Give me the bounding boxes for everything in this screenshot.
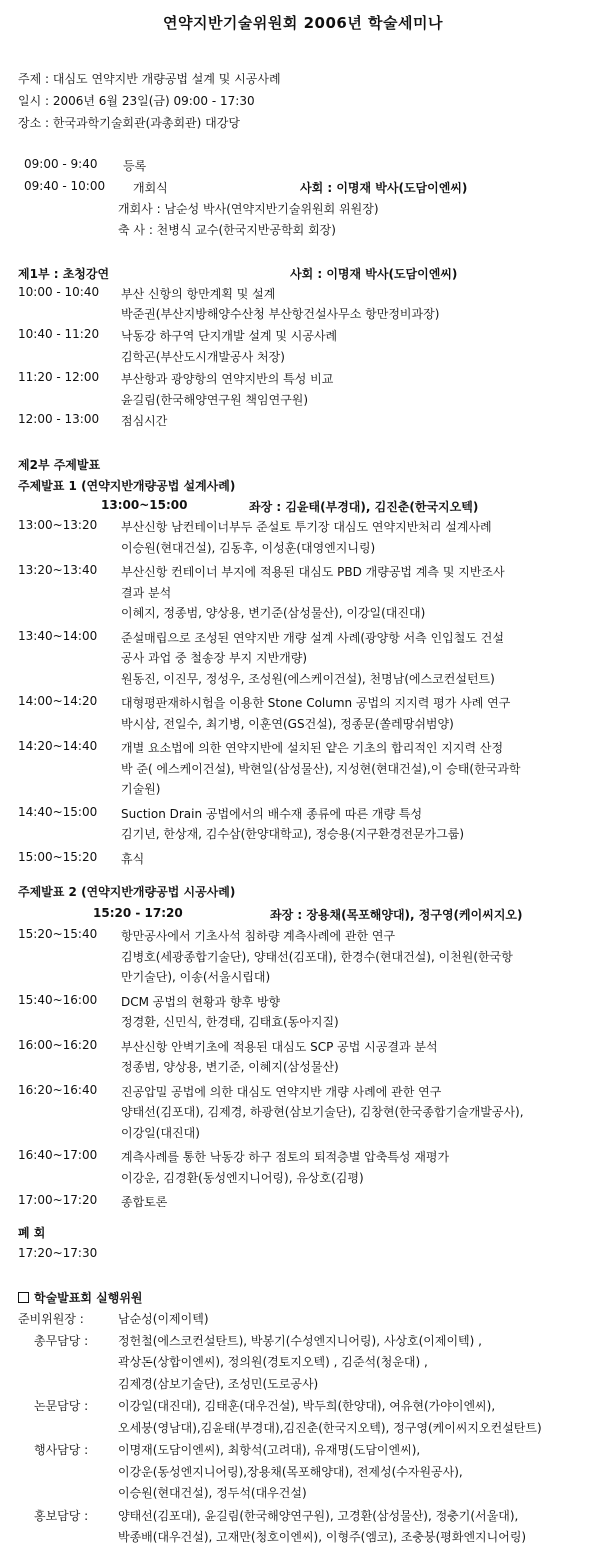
item-time: 16:40~17:00 <box>18 1148 98 1162</box>
role-members: 양태선(김포대), 윤길림(한국해양연구원), 고경환(삼성물산), 정충기(서울대), <box>118 1508 519 1523</box>
item-time: 13:40~14:00 <box>18 628 98 643</box>
item-title: 계측사례를 통한 낙동강 하구 점토의 퇴적층별 압축특성 재평가 <box>121 1150 450 1164</box>
opening-time: 09:40 - 10:00 <box>24 179 106 193</box>
item-title: 휴식 <box>121 851 145 866</box>
registration-time: 09:00 - 9:40 <box>24 157 98 171</box>
opening-speech: 개회사 : 남순성 박사(연약지반기술위원회 위원장) <box>118 202 379 216</box>
topic-line: 주제 : 대심도 연약지반 개량공법 설계 및 시공사례 <box>18 72 281 86</box>
item-speaker: 김학곤(부산도시개발공사 처장) <box>121 350 285 364</box>
item-detail: 양태선(김포대), 김제경, 하광현(삼보기술단), 김창현(한국종합기술개발공사), <box>121 1105 524 1119</box>
place-line: 장소 : 한국과학기술회관(과총회관) 대강당 <box>18 116 240 130</box>
session1-heading: 주제발표 1 (연약지반개량공법 설계사례) <box>18 479 236 493</box>
role-label: 총무담당 : <box>34 1333 89 1348</box>
role-members: 곽상돈(상합이엔씨), 정의원(경토지오텍) , 김준석(청운대) , <box>118 1355 428 1369</box>
item-title: 대형평판재하시험을 이용한 Stone Column 공법의 지지력 평가 사례 연구 <box>121 696 511 710</box>
item-speaker: 윤길림(한국해양연구원 책임연구원) <box>121 393 309 407</box>
item-time: 15:20~15:40 <box>18 927 98 941</box>
opening-chair: 사회 : 이명재 박사(도담이엔씨) <box>300 181 468 195</box>
item-title: 점심시간 <box>121 414 168 428</box>
item-detail: 정경환, 신민식, 한경태, 김태효(동아지질) <box>121 1015 339 1029</box>
item-time: 15:40~16:00 <box>18 992 98 1007</box>
item-time: 12:00 - 13:00 <box>18 412 100 426</box>
part1-heading: 제1부 : 초청강연 <box>18 267 110 281</box>
role-members: 김제경(삼보기술단), 조성민(도로공사) <box>118 1376 319 1391</box>
role-label: 홍보담당 : <box>34 1508 89 1523</box>
session2-heading: 주제발표 2 (연약지반개량공법 시공사례) <box>18 885 236 899</box>
item-title: 부산 신항의 항만계획 및 설계 <box>121 287 276 301</box>
item-detail: 공사 과업 중 철송장 부지 지반개량) <box>121 651 308 665</box>
closing-time: 17:20~17:30 <box>18 1246 98 1260</box>
item-title: 부산신항 컨테이너 부지에 적용된 대심도 PBD 개량공법 계측 및 지반조사 <box>121 565 505 579</box>
item-time: 17:00~17:20 <box>18 1193 98 1207</box>
item-detail: 이강운, 김경환(동성엔지니어링), 유상호(김평) <box>121 1170 364 1185</box>
session2-time: 15:20 - 17:20 <box>93 906 183 920</box>
role-members: 이강일(대진대), 김태훈(대우건설), 박두희(한양대), 여유현(가야이엔씨), <box>118 1399 496 1413</box>
opening-label: 개회식 <box>133 181 168 195</box>
role-members: 박종배(대우건설), 고재만(청호이엔씨), 이형주(엠코), 조충붕(평화엔지니어링) <box>118 1530 527 1544</box>
item-time: 11:20 - 12:00 <box>18 370 100 384</box>
role-label: 논문담당 : <box>34 1399 89 1413</box>
item-title: Suction Drain 공법에서의 배수재 종류에 따른 개량 특성 <box>121 806 423 821</box>
item-time: 16:20~16:40 <box>18 1082 98 1097</box>
item-time: 13:20~13:40 <box>18 563 98 577</box>
item-detail: 김기년, 한상재, 김수삼(한양대학교), 정승용(지구환경전문가그룹) <box>121 827 465 841</box>
item-time: 15:00~15:20 <box>18 849 98 864</box>
item-time: 16:00~16:20 <box>18 1037 98 1052</box>
date-line: 일시 : 2006년 6월 23일(금) 09:00 - 17:30 <box>18 94 255 108</box>
item-title: 진공압밀 공법에 의한 대심도 연약지반 개량 사례에 관한 연구 <box>121 1084 442 1099</box>
closing-heading: 폐 회 <box>18 1226 46 1240</box>
role-members: 이명재(도담이엔씨), 최항석(고려대), 유재명(도담이엔씨), <box>118 1443 421 1457</box>
part2-heading: 제2부 주제발표 <box>18 458 101 472</box>
item-detail: 기술원) <box>121 782 161 796</box>
role-members: 이강운(동성엔지니어링),장용채(목포해양대), 전제성(수자원공사), <box>118 1464 463 1479</box>
congrats-speech: 축 사 : 천병식 교수(한국지반공학회 회장) <box>118 223 336 237</box>
session2-chair: 좌장 : 장용채(목포해양대), 정구영(케이씨지오) <box>270 908 523 922</box>
item-title: 낙동강 하구역 단지개발 설계 및 시공사례 <box>121 329 338 343</box>
role-members: 오세붕(영남대),김윤태(부경대),김진춘(한국지오텍), 정구영(케이씨지오컨설탄트) <box>118 1420 542 1435</box>
role-members: 이승원(현대건설), 정두석(대우건설) <box>118 1486 307 1500</box>
item-title: 부산신항 남컨테이너부두 준설토 투기장 대심도 연약지반처리 설계사례 <box>121 520 492 534</box>
role-label: 행사담당 : <box>34 1443 89 1457</box>
item-title: DCM 공법의 현황과 향후 방향 <box>121 994 281 1009</box>
item-speaker: 박준권(부산지방해양수산청 부산항건설사무소 항만정비과장) <box>121 307 440 321</box>
item-time: 14:40~15:00 <box>18 804 98 819</box>
checkbox-square-icon <box>18 1292 29 1303</box>
registration-label: 등록 <box>123 159 147 173</box>
item-detail: 박 준( 에스케이건설), 박현일(삼성물산), 지성현(현대건설),이 승태(한국과학 <box>121 761 521 776</box>
item-title: 개별 요소법에 의한 연약지반에 설치된 얕은 기초의 합리적인 지지력 산정 <box>121 741 504 755</box>
role-members: 남순성(이제이텍) <box>118 1312 209 1326</box>
item-time: 10:00 - 10:40 <box>18 285 100 299</box>
item-title: 종합토론 <box>121 1195 168 1209</box>
item-detail: 결과 분석 <box>121 585 172 600</box>
item-title: 부산신항 안벽기초에 적용된 대심도 SCP 공법 시공결과 분석 <box>121 1039 438 1054</box>
committee-heading-text: 학술발표회 실행위원 <box>34 1291 143 1305</box>
role-members: 정헌철(에스코컨설탄트), 박봉기(수성엔지니어링), 사상호(이제이텍) , <box>118 1333 482 1348</box>
item-title: 항만공사에서 기초사석 침하량 계측사례에 관한 연구 <box>121 929 396 943</box>
item-title: 준설매립으로 조성된 연약지반 개량 설계 사례(광양항 서측 인입철도 건설 <box>121 630 504 645</box>
part1-chair: 사회 : 이명재 박사(도담이엔씨) <box>290 267 458 281</box>
item-detail: 박시삼, 전일수, 최기병, 이훈연(GS건설), 정종문(쏠레땅쉬범양) <box>121 716 454 731</box>
item-detail: 이승원(현대건설), 김동후, 이성훈(대영엔지니링) <box>121 540 376 555</box>
item-detail: 만기술단), 이송(서울시립대) <box>121 970 271 984</box>
session1-time: 13:00~15:00 <box>101 498 188 512</box>
item-time: 10:40 - 11:20 <box>18 327 100 341</box>
item-detail: 김병호(세광종합기술단), 양태선(김포대), 한경수(현대건설), 이천원(한국항 <box>121 949 513 964</box>
item-detail: 정종범, 양상용, 변기준, 이혜지(삼성물산) <box>121 1060 339 1074</box>
item-detail: 원동진, 이진무, 정성우, 조성원(에스케이건설), 천명남(에스코컨설턴트) <box>121 671 495 686</box>
item-title: 부산항과 광양항의 연약지반의 특성 비교 <box>121 372 334 386</box>
session1-chair: 좌장 : 김윤태(부경대), 김진춘(한국지오텍) <box>249 500 479 514</box>
committee-heading <box>18 1289 143 1306</box>
role-label: 준비위원장 : <box>18 1312 84 1326</box>
item-time: 13:00~13:20 <box>18 518 98 532</box>
item-detail: 이강일(대진대) <box>121 1125 200 1140</box>
item-time: 14:00~14:20 <box>18 694 98 708</box>
page-title: 연약지반기술위원회 2006년 학술세미나 <box>162 14 444 32</box>
item-detail: 이혜지, 정종범, 양상용, 변기준(삼성물산), 이강일(대진대) <box>121 606 426 620</box>
item-time: 14:20~14:40 <box>18 739 98 753</box>
